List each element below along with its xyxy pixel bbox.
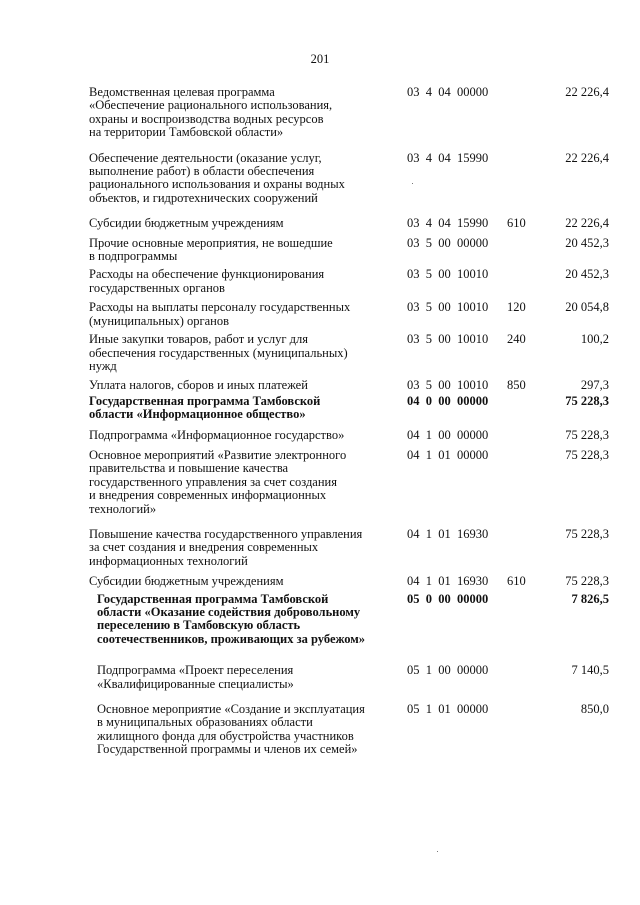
budget-row [89, 217, 609, 230]
row-code: 04 1 01 00000 [407, 447, 489, 462]
budget-row [89, 703, 609, 757]
row-code: 05 1 01 00000 [407, 702, 489, 717]
row-name: Подпрограмма «Информационное государство» [89, 427, 345, 442]
row-expense-type: 240 [507, 332, 526, 347]
scan-speck [437, 851, 438, 852]
row-amount: 22 226,4 [565, 216, 609, 231]
row-name: Субсидии бюджетным учреждениям [89, 574, 284, 589]
row-code: 05 1 00 00000 [407, 663, 489, 678]
row-code: 03 5 00 10010 [407, 332, 489, 347]
row-code: 03 4 04 15990 [407, 150, 489, 165]
row-name: Уплата налогов, сборов и иных платежей [89, 378, 308, 393]
row-amount: 75 228,3 [565, 447, 609, 462]
budget-row [89, 301, 609, 328]
row-expense-type: 610 [507, 216, 526, 231]
budget-row [89, 664, 609, 691]
row-amount: 22 226,4 [565, 85, 609, 99]
row-name: Прочие основные мероприятия, не вошедшие в подпрограммы [89, 235, 333, 264]
row-name: Расходы на выплаты персоналу государственных (муниципальных) органов [89, 300, 351, 328]
row-expense-type: 120 [507, 300, 526, 315]
row-code: 03 5 00 10010 [407, 378, 489, 393]
budget-row [89, 268, 609, 295]
budget-row [89, 449, 609, 516]
row-code: 04 1 01 16930 [407, 574, 489, 589]
row-amount: 20 054,8 [565, 300, 609, 315]
row-amount: 20 452,3 [565, 235, 609, 250]
row-amount: 75 228,3 [565, 393, 609, 408]
row-name: Субсидии бюджетным учреждениям [89, 216, 284, 231]
row-code: 03 5 00 00000 [407, 235, 489, 250]
row-name: Основное мероприятий «Развитие электронного правительства и повышение качества государственного управления за счет создания и внедрения современных информационных технологий» [89, 447, 347, 516]
row-name: Государственная программа Тамбовской области «Информационное общество» [89, 393, 321, 422]
row-amount: 20 452,3 [565, 267, 609, 282]
row-name: Иные закупки товаров, работ и услуг для обеспечения государственных (муниципальных) нужд [89, 332, 348, 373]
row-amount: 7 140,5 [571, 663, 609, 678]
row-expense-type: 610 [507, 574, 526, 589]
budget-row [89, 152, 609, 206]
budget-row [89, 86, 609, 140]
budget-row [89, 333, 609, 373]
row-amount: 7 826,5 [571, 591, 609, 606]
row-amount: 22 226,4 [565, 150, 609, 165]
budget-row [89, 429, 609, 442]
row-code: 04 1 01 16930 [407, 526, 489, 541]
budget-row [89, 237, 609, 264]
row-name: Расходы на обеспечение функционирования государственных органов [89, 267, 325, 295]
budget-row [89, 379, 609, 392]
row-code: 05 0 00 00000 [407, 591, 489, 606]
row-name: Ведомственная целевая программа «Обеспечение рационального использования, охраны и воспроизводства водных ресурсов на территории Тамбовской области» [89, 85, 333, 140]
row-expense-type: 850 [507, 378, 526, 393]
budget-row [89, 395, 609, 422]
budget-row [89, 575, 609, 588]
row-amount: 850,0 [580, 702, 609, 717]
row-amount: 75 228,3 [565, 427, 609, 442]
row-name: Повышение качества государственного управления за счет создания и внедрения современных информационных технологий [89, 526, 363, 568]
row-amount: 100,2 [580, 332, 609, 347]
budget-row [89, 593, 609, 647]
row-name: Государственная программа Тамбовской области «Оказание содействия добровольному переселению в Тамбовскую область соотечественников, проживающих за рубежом» [97, 591, 366, 646]
row-code: 03 5 00 10010 [407, 300, 489, 315]
page-number: 201 [310, 52, 330, 66]
row-code: 03 5 00 10010 [407, 267, 489, 282]
row-code: 03 4 04 00000 [407, 85, 489, 99]
row-code: 03 4 04 15990 [407, 216, 489, 231]
row-code: 04 1 00 00000 [407, 427, 489, 442]
row-name: Обеспечение деятельности (оказание услуг, выполнение работ) в области обеспечения рационального использования и охраны водных объектов, и гидротехнических сооружений [89, 150, 345, 205]
row-name: Подпрограмма «Проект переселения «Квалифицированные специалисты» [97, 663, 294, 691]
scan-speck [412, 183, 413, 184]
row-amount: 75 228,3 [565, 526, 609, 541]
row-code: 04 0 00 00000 [407, 393, 489, 408]
row-amount: 297,3 [580, 378, 609, 393]
row-name: Основное мероприятие «Создание и эксплуатация в муниципальных образованиях области жилищного фонда для обустройства участников Государственной программы и членов их семей» [97, 702, 365, 757]
budget-row [89, 528, 609, 568]
row-amount: 75 228,3 [565, 574, 609, 589]
budget-table [89, 86, 609, 757]
